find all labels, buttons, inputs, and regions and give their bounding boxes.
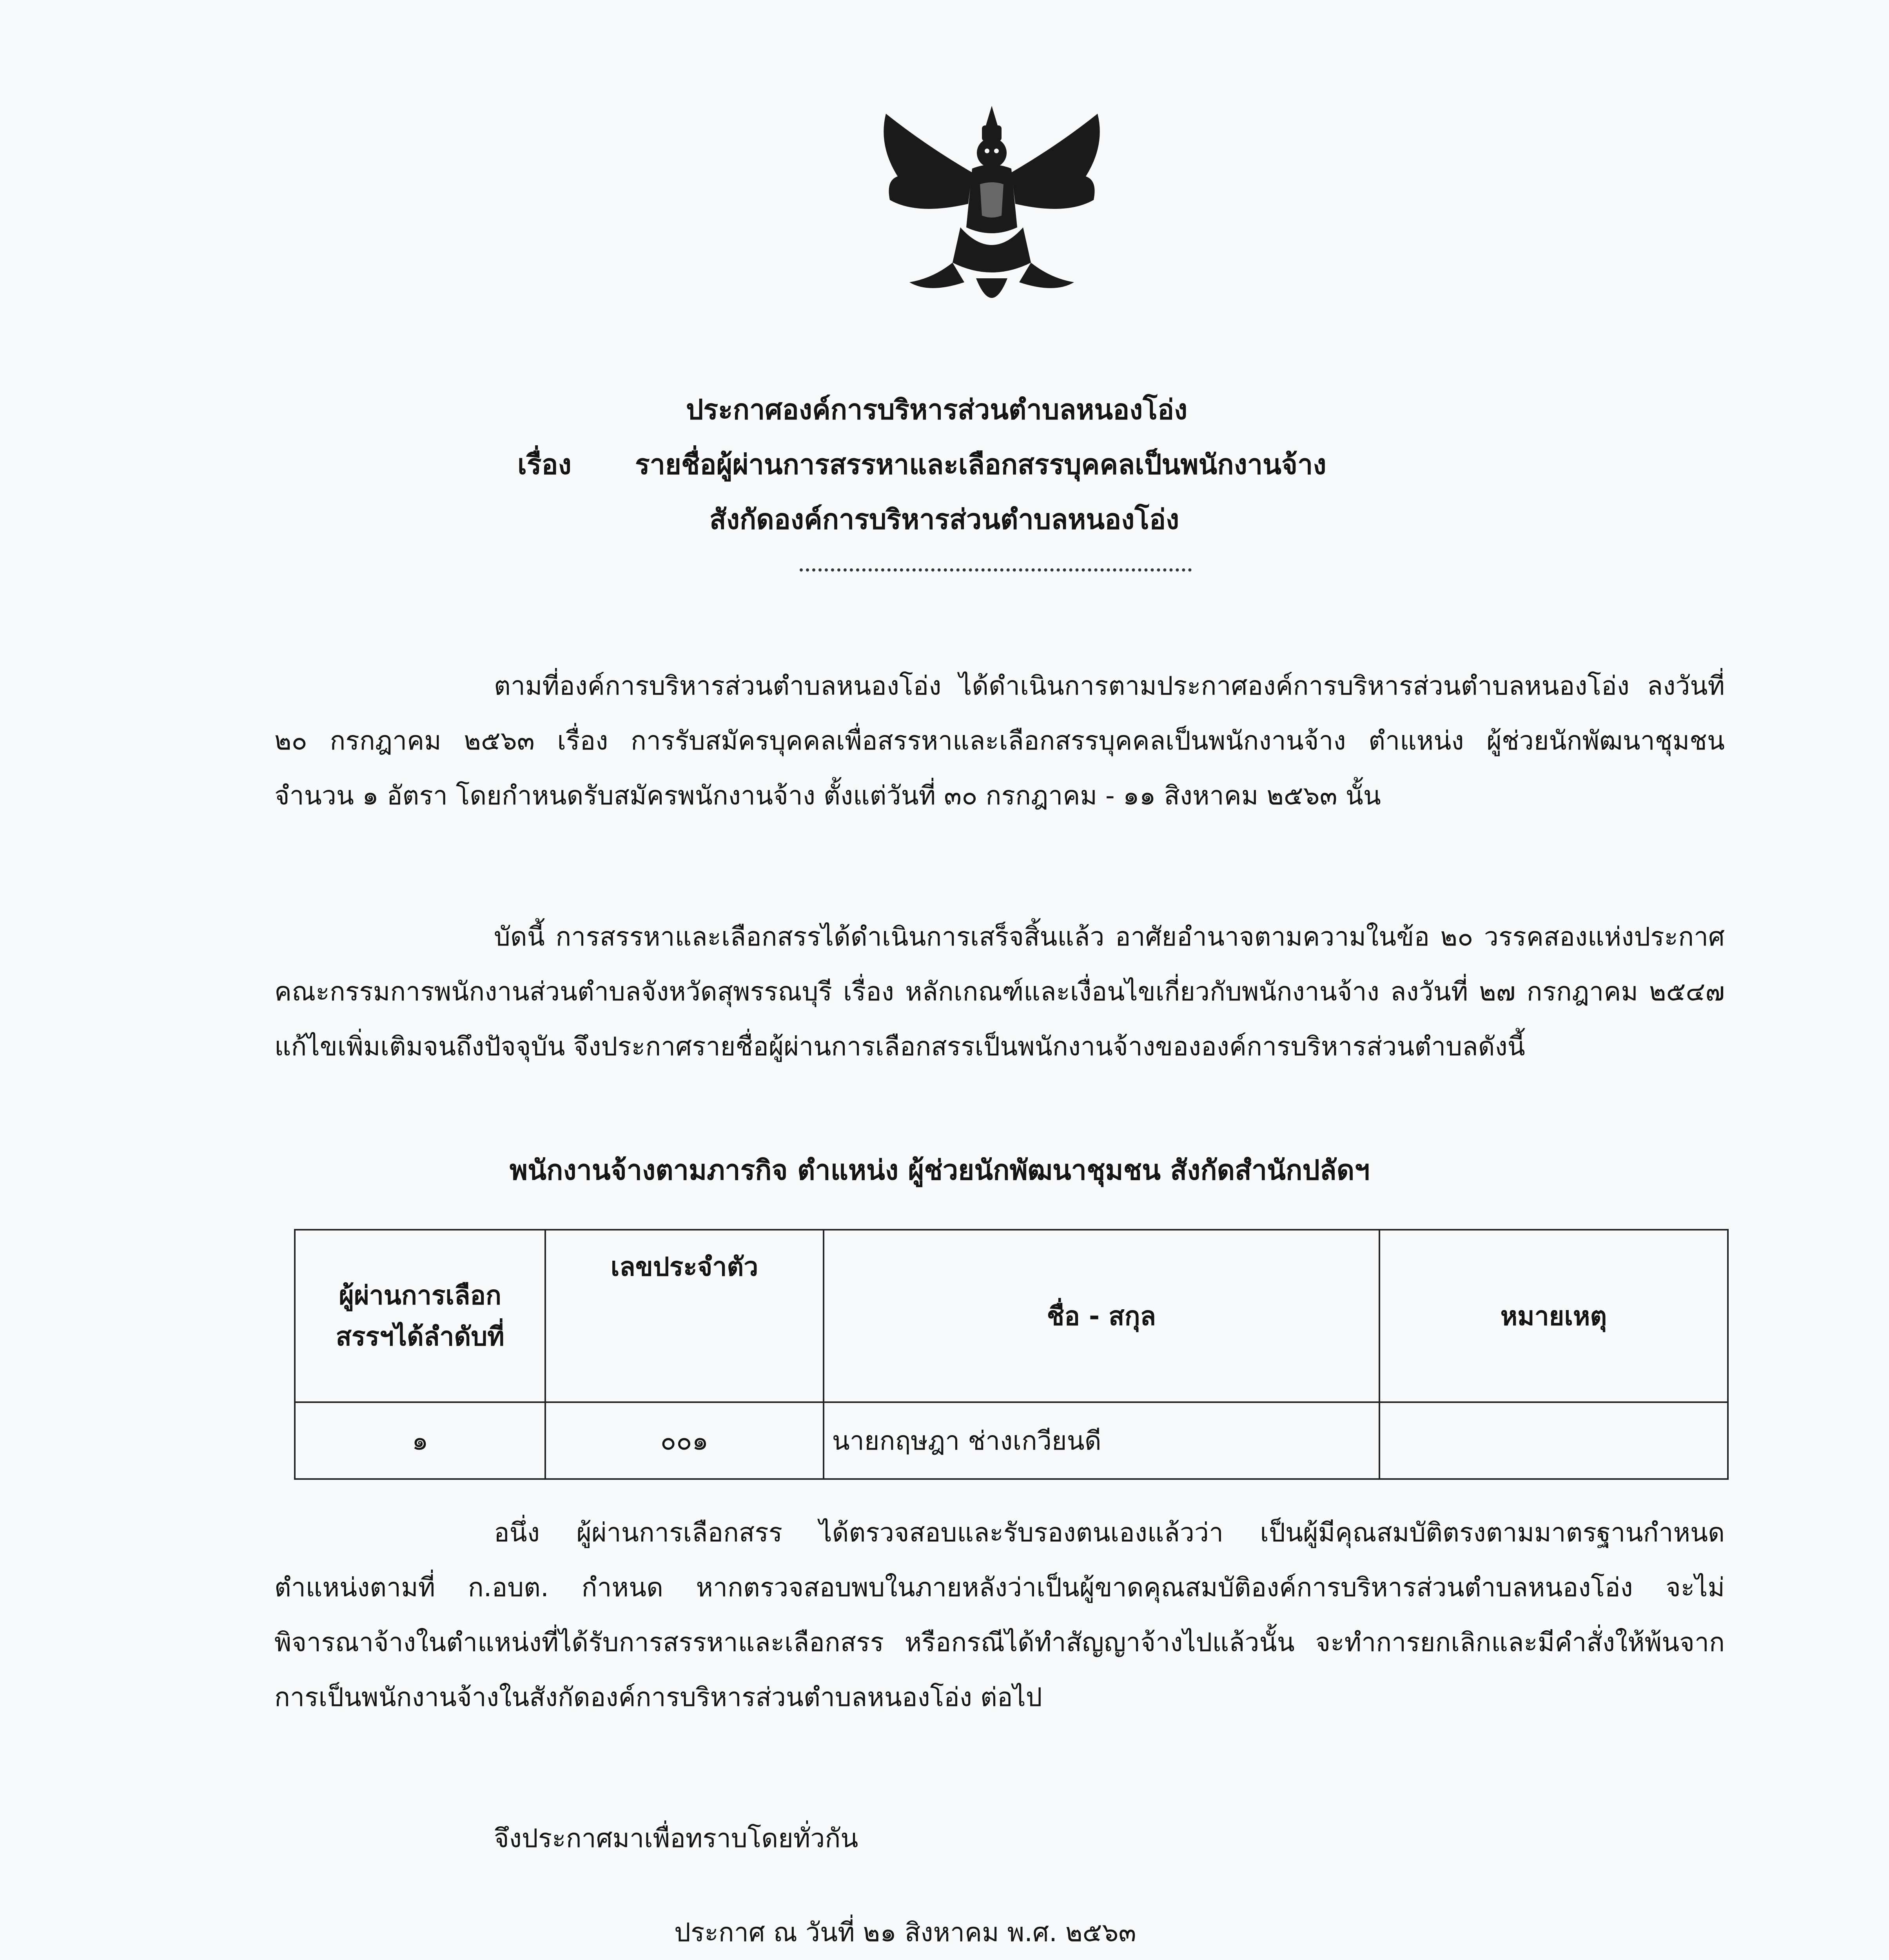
results-table [294,1229,1729,1480]
date-line: ประกาศ ณ วันที่ ๒๑ สิงหาคม พ.ศ. ๒๕๖๓ [674,1917,1136,1947]
cell-name: นายกฤษฎา ช่างเกวียนดี [824,1402,1379,1479]
subject-line: รายชื่อผู้ผ่านการสรรหาและเลือกสรรบุคคลเป็นพนักงานจ้าง [635,448,1326,481]
table-header-row [295,1230,1728,1402]
paragraph-2: บัดนี้ การสรรหาและเลือกสรรได้ดำเนินการเสร็จสิ้นแล้ว อาศัยอำนาจตามความในข้อ ๒๐ วรรคสองแห่งประกาศคณะกรรมการพนักงานส่วนตำบลจังหวัดสุพรรณบุรี เรื่อง หลักเกณฑ์และเงื่อนไขเกี่ยวกับพนักงานจ้าง ลงวันที่ ๒๗ กรกฎาคม ๒๕๔๗ แก้ไขเพิ่มเติมจนถึงปัจจุบัน จึงประกาศรายชื่อผู้ผ่านการเลือกสรรเป็นพนักงานจ้างขององค์การบริหารส่วนตำบลดังนี้ [274,922,1725,1062]
cell-note [1379,1402,1728,1479]
announcement-title: ประกาศองค์การบริหารส่วนตำบลหนองโอ่ง [686,394,1188,426]
cell-id: ๐๐๑ [545,1402,823,1479]
header-id: เลขประจำตัว [545,1230,823,1402]
table-title: พนักงานจ้างตามภารกิจ ตำแหน่ง ผู้ช่วยนักพัฒนาชุมชน สังกัดสำนักปลัดฯ [510,1154,1370,1186]
closing-line: จึงประกาศมาเพื่อทราบโดยทั่วกัน [494,1823,858,1853]
table-row [295,1402,1728,1479]
paragraph-3: อนึ่ง ผู้ผ่านการเลือกสรร ได้ตรวจสอบและรับรองตนเองแล้วว่า เป็นผู้มีคุณสมบัติตรงตามมาตรฐานกำหนดตำแหน่งตามที่ ก.อบต. กำหนด หากตรวจสอบพบในภายหลังว่าเป็นผู้ขาดคุณสมบัติองค์การบริหารส่วนตำบลหนองโอ่ง จะไม่พิจารณาจ้างในตำแหน่งที่ได้รับการสรรหาและเลือกสรร หรือกรณีได้ทำสัญญาจ้างไปแล้วนั้น จะทำการยกเลิกและมีคำสั่งให้พ้นจากการเป็นพนักงานจ้างในสังกัดองค์การบริหารส่วนตำบลหนองโอ่ง ต่อไป [274,1517,1725,1712]
paragraph-1: ตามที่องค์การบริหารส่วนตำบลหนองโอ่ง ได้ดำเนินการตามประกาศองค์การบริหารส่วนตำบลหนองโอ่ง ลงวันที่ ๒๐ กรกฎาคม ๒๕๖๓ เรื่อง การรับสมัครบุคคลเพื่อสรรหาและเลือกสรรบุคคลเป็นพนักงานจ้าง ตำแหน่ง ผู้ช่วยนักพัฒนาชุมชน จำนวน ๑ อัตรา โดยกำหนดรับสมัครพนักงานจ้าง ตั้งแต่วันที่ ๓๐ กรกฎาคม - ๑๑ สิงหาคม ๒๕๖๓ นั้น [274,671,1725,811]
cell-rank: ๑ [295,1402,545,1479]
garuda-emblem-icon [862,98,1121,329]
dotted-divider [800,568,1192,572]
header-rank: ผู้ผ่านการเลือกสรรฯได้ลำดับที่ [295,1230,545,1402]
subject-line-2: สังกัดองค์การบริหารส่วนตำบลหนองโอ่ง [710,503,1179,535]
header-note: หมายเหตุ [1379,1230,1728,1402]
subject-label: เรื่อง [517,448,572,481]
header-name: ชื่อ - สกุล [824,1230,1379,1402]
